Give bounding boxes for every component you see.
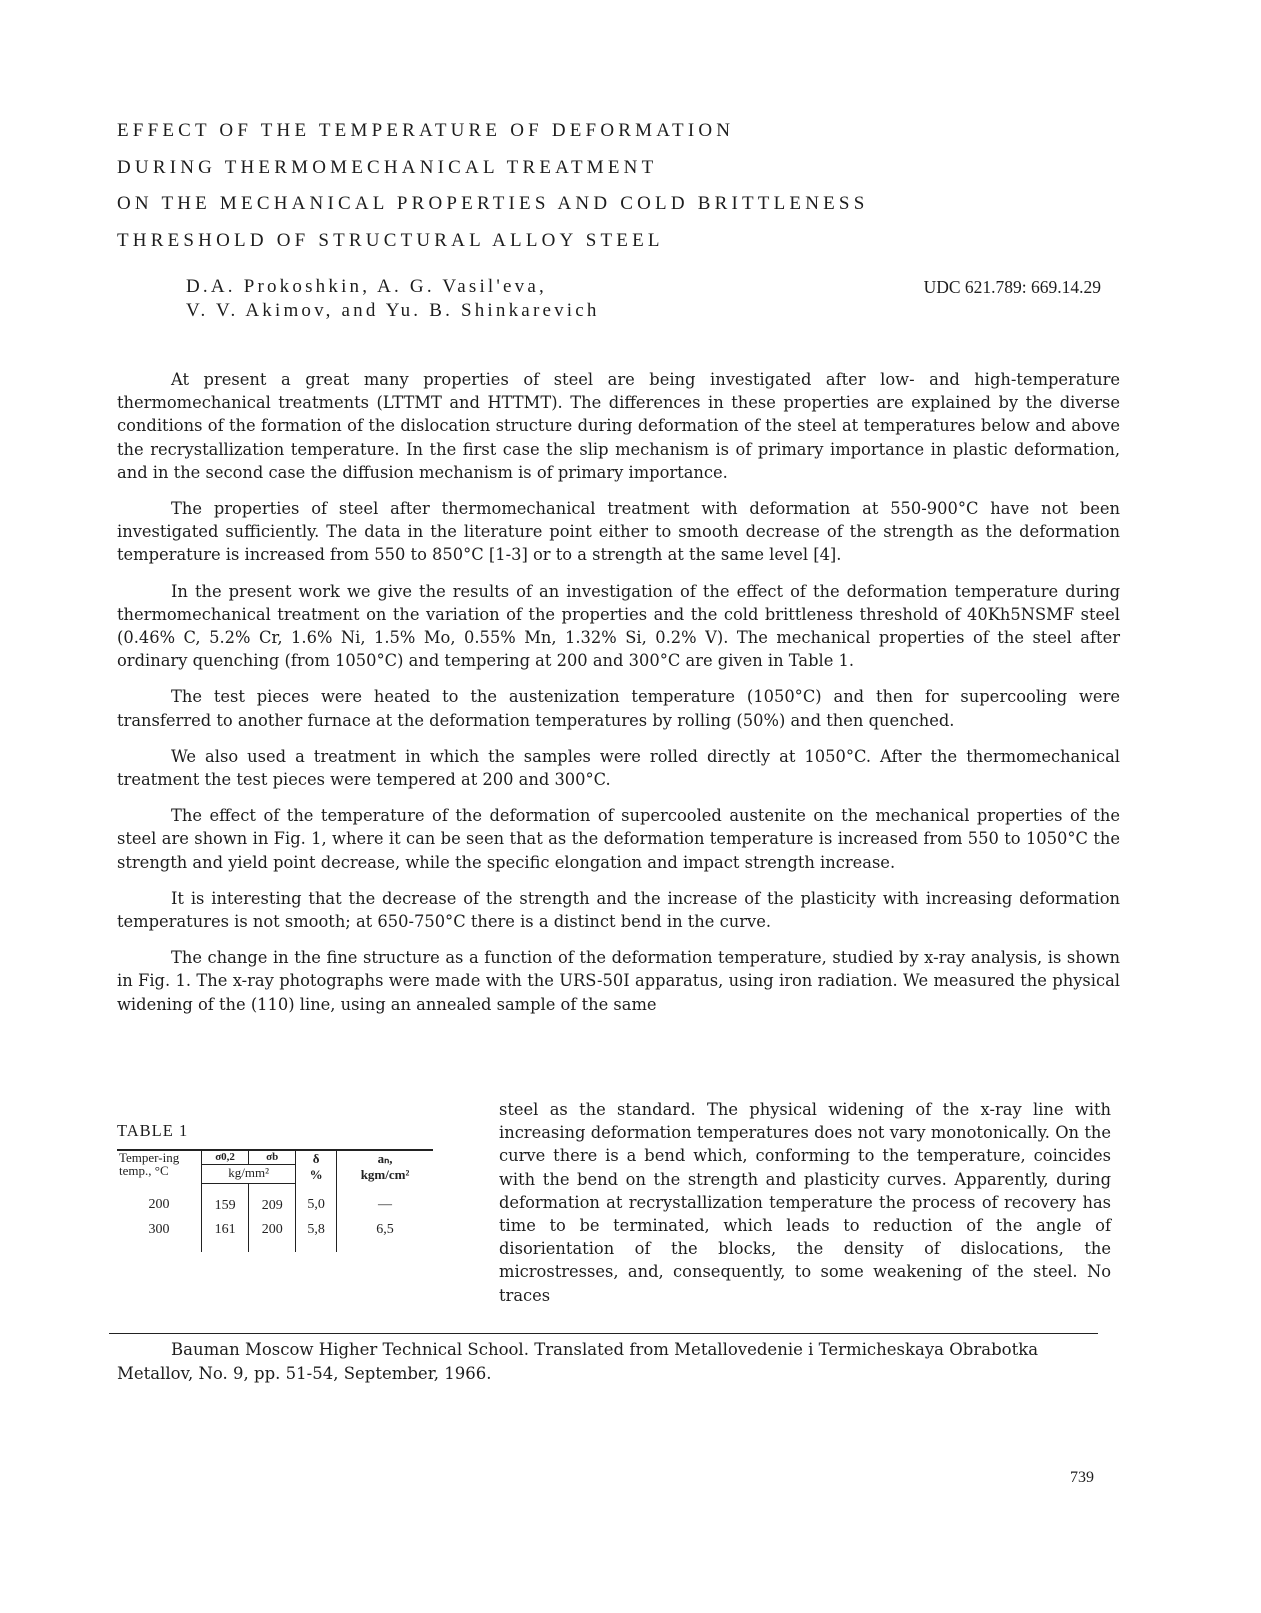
author-list	[186, 275, 600, 323]
title-line-1: EFFECT OF THE TEMPERATURE OF DEFORMATION	[117, 120, 735, 141]
cell-delta: 5,0	[296, 1183, 337, 1218]
paragraph-4: The test pieces were heated to the austenization temperature (1050°C) and then for supercooling were transferred to another furnace at the deformation temperatures by rolling (50%) and then quenched.	[117, 687, 1120, 730]
paragraph-7: It is interesting that the decrease of the strength and the increase of the plasticity with increasing deformation temperatures is not smooth; at 650-750°C there is a distinct bend in the curve.	[117, 888, 1120, 932]
cell-an: 6,5	[337, 1218, 433, 1252]
cell-an: —	[337, 1183, 433, 1218]
col-header-delta	[296, 1150, 337, 1183]
col-header-sigma02: σ0,2	[202, 1150, 249, 1165]
cell-temp: 200	[148, 1197, 170, 1212]
delta-unit: %	[309, 1167, 323, 1182]
title-line-4: THRESHOLD OF STRUCTURAL ALLOY STEEL	[117, 229, 664, 251]
col-header-unit-kg: kg/mm²	[202, 1165, 296, 1183]
cell-s02: 161	[202, 1218, 249, 1252]
paragraph-5: We also used a treatment in which the samples were rolled directly at 1050°C. After the thermomechanical treatment the test pieces were tempered at 200 and 300°C.	[117, 746, 1120, 790]
udc-code: UDC 621.789: 669.14.29	[923, 277, 1101, 297]
table-caption: TABLE 1	[117, 1121, 189, 1140]
authors-line-2: V. V. Akimov, and Yu. B. Shinkarevich	[186, 300, 600, 321]
paragraph-6: The effect of the temperature of the deformation of supercooled austenite on the mechanical properties of the steel are shown in Fig. 1, where it can be seen that as the deformation temperature is increased from 550 to 1050°C the strength and yield point decrease, while the specific elongation and impact strength increase.	[117, 806, 1120, 872]
col-header-an	[337, 1150, 433, 1183]
table-row	[117, 1218, 433, 1252]
wrapped-column	[499, 1098, 1111, 1307]
col-header-sigmab: σb	[249, 1150, 296, 1165]
cell-sb: 200	[249, 1218, 296, 1252]
page-number: 739	[1070, 1469, 1094, 1486]
paragraph-8: The change in the fine structure as a function of the deformation temperature, studied by x-ray analysis, is shown in Fig. 1. The x-ray photographs were made with the URS-50I apparatus, using iron radiation. We measured the physical widening of the (110) line, using an annealed sample of the same	[117, 948, 1120, 1014]
paragraph-3: In the present work we give the results of an investigation of the effect of the deformation temperature during thermomechanical treatment on the variation of the properties and the cold brittleness threshold of 40Kh5NSMF steel (0.46% C, 5.2% Cr, 1.6% Ni, 1.5% Mo, 0.55% Mn, 1.32% Si, 0.2% V). The mechanical properties of the steel after ordinary quenching (from 1050°C) and tempering at 200 and 300°C are given in Table 1.	[117, 581, 1120, 671]
an-unit: kgm/cm²	[360, 1167, 410, 1182]
article-title	[117, 113, 868, 259]
paragraph-1: At present a great many properties of steel are being investigated after low- and high-temperature thermomechanical treatments (LTTMT and HTTMT). The differences in these properties are explained by the diverse conditions of the formation of the dislocation structure during deformation of the steel at temperatures below and above the recrystallization temperature. In the first case the slip mechanism is of primary importance in plastic deformation, and in the second case the diffusion mechanism is of primary importance.	[117, 370, 1120, 482]
cell-sb: 209	[249, 1183, 296, 1218]
col-header-temp: Temper-ing temp., °C	[117, 1150, 202, 1183]
title-line-2: DURING THERMOMECHANICAL TREATMENT	[117, 156, 658, 178]
an-symbol: aₙ,	[377, 1151, 393, 1166]
paragraph-2: The properties of steel after thermomechanical treatment with deformation at 550-900°C have not been investigated sufficiently. The data in the literature point either to smooth decrease of the strength as the deformation temperature is increased from 550 to 850°C [1-3] or to a strength at the same level [4].	[117, 499, 1120, 565]
cell-s02: 159	[202, 1183, 249, 1218]
title-line-3: ON THE MECHANICAL PROPERTIES AND COLD BRITTLENESS	[117, 193, 869, 214]
authors-line-1: D.A. Prokoshkin, A. G. Vasil'eva,	[186, 276, 547, 297]
properties-table	[117, 1149, 433, 1252]
footnote-text: Bauman Moscow Higher Technical School. Translated from Metallovedenie i Termicheskaya Obrabotka Metallov, No. 9, pp. 51-54, September, 1966.	[117, 1340, 1039, 1383]
paragraph-8-continued: steel as the standard. The physical widening of the x-ray line with increasing deformation temperatures does not vary monotonically. On the curve there is a bend which, conforming to the temperature, coincides with the bend on the strength and plasticity curves. Apparently, during deformation at recrystallization temperature the process of recovery has time to be terminated, which leads to reduction of the angle of disorientation of the blocks, the density of dislocations, the microstresses, and, consequently, to some weakening of the steel. No traces	[499, 1100, 1111, 1305]
cell-temp: 300	[148, 1221, 170, 1237]
footnote-divider	[109, 1333, 1098, 1334]
cell-delta: 5,8	[296, 1218, 337, 1252]
table-1	[117, 1149, 433, 1252]
footnote	[117, 1338, 1117, 1386]
table-row	[117, 1183, 433, 1218]
article-body	[117, 368, 1120, 1016]
delta-symbol: δ	[312, 1151, 320, 1166]
